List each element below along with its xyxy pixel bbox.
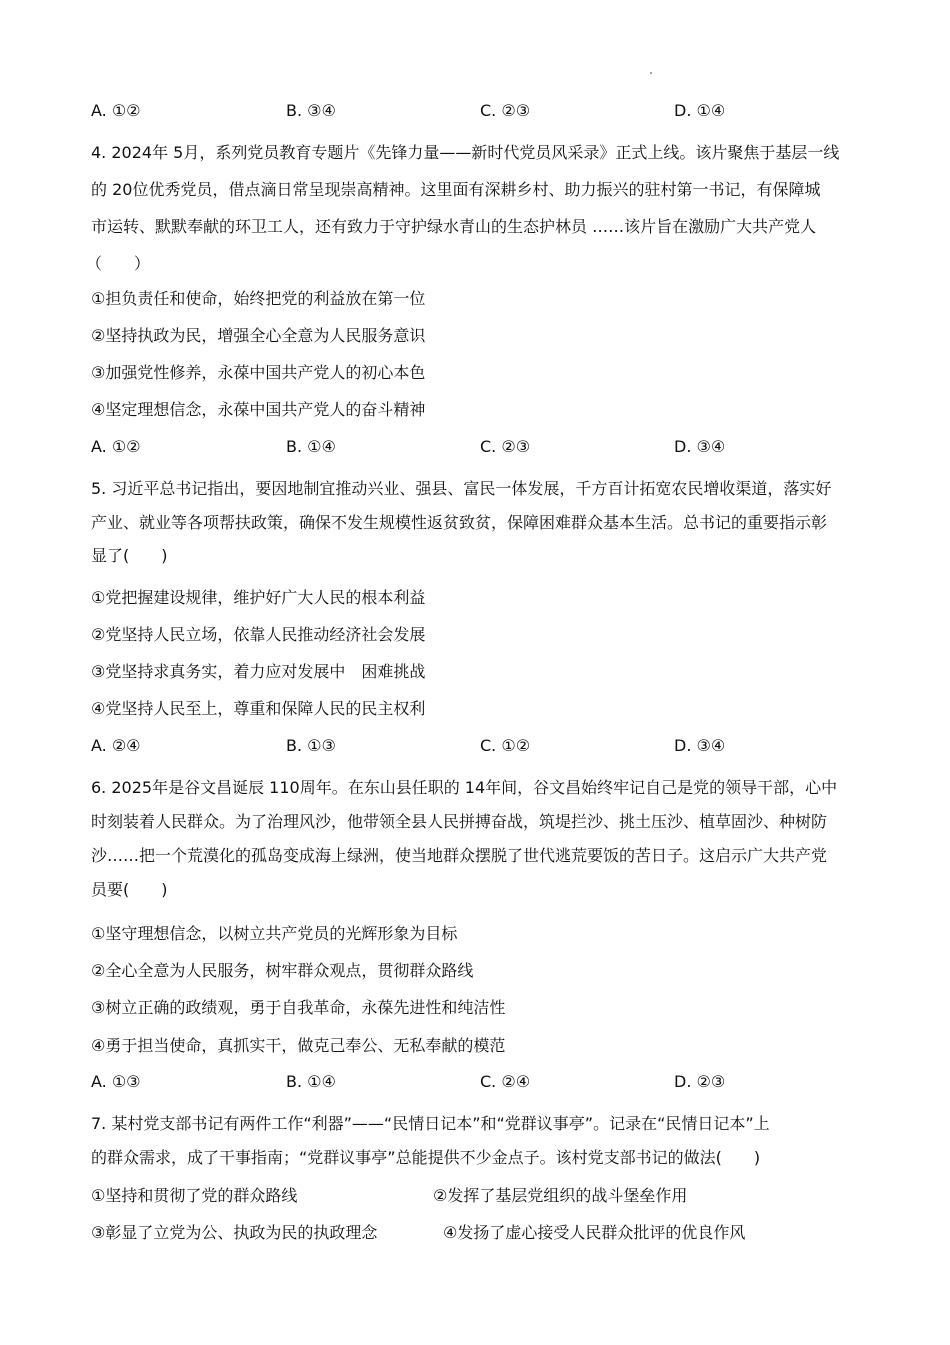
- option-d[interactable]: D. ③④: [674, 437, 726, 456]
- option-d[interactable]: D. ①④: [674, 101, 726, 120]
- option-a[interactable]: A. ①③: [91, 1072, 141, 1091]
- option-c[interactable]: C. ②③: [480, 101, 531, 120]
- option-c[interactable]: C. ①②: [480, 736, 531, 755]
- statement-item: ④党坚持人民至上，尊重和保障人民的民主权利: [91, 699, 426, 718]
- question-stem-line: 时刻装着人民群众。为了治理风沙，他带领全县人民拼搏奋战，筑堤拦沙、挑土压沙、植草固沙、种树防: [91, 812, 828, 831]
- question-stem-line: 7. 某村党支部书记有两件工作“利器”——“民情日记本”和“党群议事亭”。记录在“民情日记本”上: [91, 1114, 770, 1133]
- question-stem-line: 产业、就业等各项帮扶政策，确保不发生规模性返贫致贫，保障困难群众基本生活。总书记的重要指示彰: [91, 513, 828, 532]
- statement-item: ①坚持和贯彻了党的群众路线: [91, 1186, 298, 1205]
- option-b[interactable]: B. ③④: [286, 101, 336, 120]
- statement-item: ②全心全意为人民服务，树牢群众观点，贯彻群众路线: [91, 961, 474, 980]
- option-b[interactable]: B. ①④: [286, 1072, 336, 1091]
- statement-item: ②发挥了基层党组织的战斗堡垒作用: [433, 1186, 688, 1205]
- option-b[interactable]: B. ①④: [286, 437, 336, 456]
- statement-item: ③加强党性修养，永葆中国共产党人的初心本色: [91, 363, 426, 382]
- statement-item: ③彰显了立党为公、执政为民的执政理念: [91, 1223, 378, 1242]
- option-a[interactable]: A. ②④: [91, 736, 141, 755]
- question-stem-line: 的群众需求，成了干事指南；“党群议事亭”总能提供不少金点子。该村党支部书记的做法( ): [91, 1148, 761, 1167]
- question-stem-line: 沙……把一个荒漠化的孤岛变成海上绿洲，使当地群众摆脱了世代逃荒要饭的苦日子。这启示广大共产党: [91, 846, 828, 865]
- option-a[interactable]: A. ①②: [91, 437, 141, 456]
- option-c[interactable]: C. ②④: [480, 1072, 531, 1091]
- scan-dot: [650, 72, 652, 74]
- statement-item: ②坚持执政为民，增强全心全意为人民服务意识: [91, 326, 426, 345]
- statement-item: ③党坚持求真务实，着力应对发展中 困难挑战: [91, 662, 426, 681]
- option-a[interactable]: A. ①②: [91, 101, 141, 120]
- question-stem-line: 市运转、默默奉献的环卫工人，还有致力于守护绿水青山的生态护林员 ……该片旨在激励广大共产党人: [91, 217, 817, 236]
- statement-item: ①党把握建设规律，维护好广大人民的根本利益: [91, 588, 426, 607]
- option-c[interactable]: C. ②③: [480, 437, 531, 456]
- answer-blank: （ ）: [86, 254, 151, 273]
- option-d[interactable]: D. ②③: [674, 1072, 726, 1091]
- statement-item: ②党坚持人民立场，依靠人民推动经济社会发展: [91, 625, 426, 644]
- question-stem-line: 员要( ): [91, 880, 168, 899]
- statement-item: ④勇于担当使命，真抓实干，做克己奉公、无私奉献的模范: [91, 1036, 506, 1055]
- statement-item: ④坚定理想信念，永葆中国共产党人的奋斗精神: [91, 400, 426, 419]
- statement-item: ③树立正确的政绩观，勇于自我革命，永葆先进性和纯洁性: [91, 998, 506, 1017]
- statement-item: ④发扬了虚心接受人民群众批评的优良作风: [443, 1223, 746, 1242]
- option-d[interactable]: D. ③④: [674, 736, 726, 755]
- statement-item: ①担负责任和使命，始终把党的利益放在第一位: [91, 289, 426, 308]
- statement-item: ①坚守理想信念，以树立共产党员的光辉形象为目标: [91, 924, 458, 943]
- question-stem-line: 4. 2024年 5月，系列党员教育专题片《先锋力量——新时代党员风采录》正式上线。该片聚焦于基层一线: [91, 143, 840, 162]
- question-stem-line: 6. 2025年是谷文昌诞辰 110周年。在东山县任职的 14年间，谷文昌始终牢记自己是党的领导干部，心中: [91, 778, 838, 797]
- question-stem-line: 5. 习近平总书记指出，要因地制宜推动兴业、强县、富民一体发展，千方百计拓宽农民增收渠道，落实好: [91, 479, 832, 498]
- question-stem-line: 的 20位优秀党员，借点滴日常呈现崇高精神。这里面有深耕乡村、助力振兴的驻村第一书记，有保障城: [91, 180, 821, 199]
- option-b[interactable]: B. ①③: [286, 736, 336, 755]
- question-stem-line: 显了( ): [91, 546, 168, 565]
